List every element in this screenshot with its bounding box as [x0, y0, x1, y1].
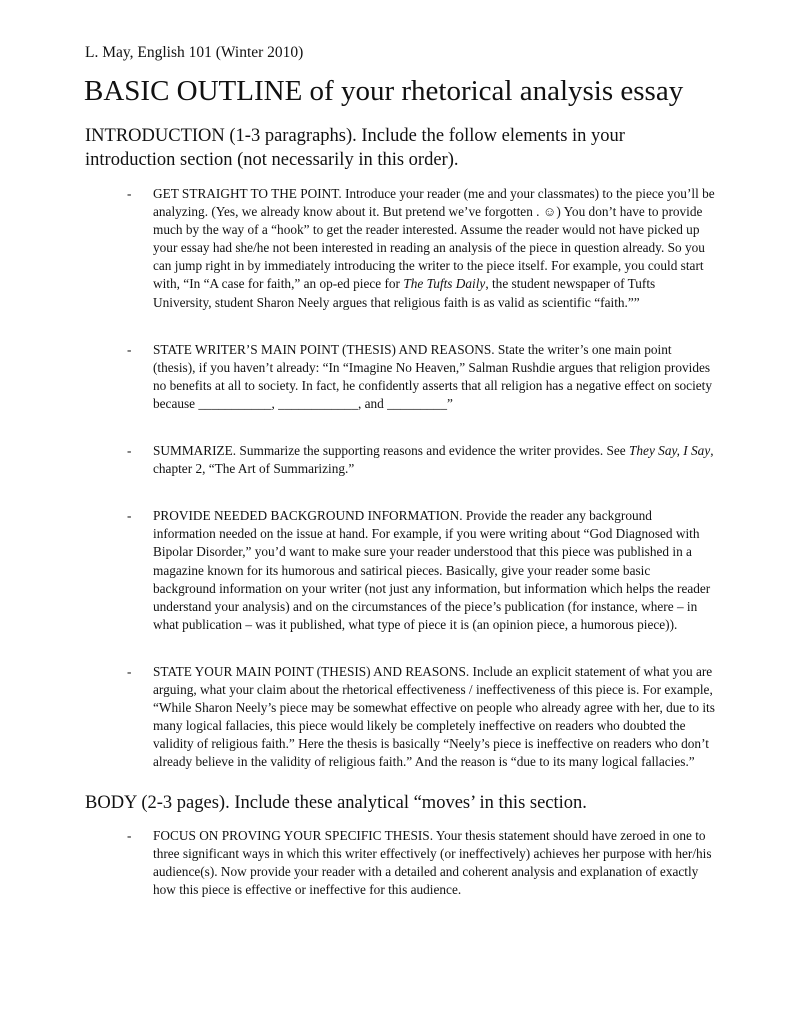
list-item-text: GET STRAIGHT TO THE POINT. Introduce your reader (me and your classmates) to the piece you’ll be analyzing. (Yes, we already know about it. But pretend we’ve forgotten . ☺) You don’t have to provide much by the way of a “hook” to get the reader interested. Assume the reader would not have picked up your essay had she/he not been interested in reading an analysis of the piece in question already. So you can jump right in by immediately introducing the writer to the piece itself. For example, you could start with, “In “A case for faith,” an op-ed piece for The Tufts Daily, the student newspaper of Tufts University, student Sharon Neely argues that religious faith is as valid as scientific “faith.””	[153, 186, 715, 310]
list-item-text: SUMMARIZE. Summarize the supporting reasons and evidence the writer provides. See They Say, I Say, chapter 2, “The Art of Summarizing.”	[153, 443, 714, 477]
list-item-text: STATE YOUR MAIN POINT (THESIS) AND REASONS. Include an explicit statement of what you are arguing, what your claim about the rhetorical effectiveness / ineffectiveness of this piece is. For example, “While Sharon Neely’s piece may be somewhat effective on people who already agree with her, due to its many logical fallacies, this piece would likely be completely ineffective on readers who doubted the validity of religious faith.” Here the thesis is basically “Neely’s piece is ineffective on readers who don’t already believe in the validity of religious faith.” And the reason is “due to its many logical fallacies.”	[153, 663, 715, 770]
list-item-writer-main-point	[85, 341, 715, 413]
document-title: BASIC OUTLINE of your rhetorical analysis essay	[84, 75, 684, 107]
list-item-get-to-point	[85, 185, 715, 312]
introduction-heading: INTRODUCTION (1-3 paragraphs). Include the follow elements in your introduction section (not necessarily in this order).	[85, 126, 625, 170]
list-item-summarize	[85, 442, 715, 478]
bullet-dash: -	[127, 508, 132, 524]
body-heading: BODY (2-3 pages). Include these analytical “moves’ in this section.	[85, 793, 587, 813]
bullet-dash: -	[127, 828, 132, 843]
body-list	[85, 827, 715, 928]
list-item-text: FOCUS ON PROVING YOUR SPECIFIC THESIS. Your thesis statement should have zeroed in one to three significant ways in which this writer effectively (or ineffectively) achieves her purpose with her/his audience(s). Now provide your reader with a detailed and coherent analysis and explanation of exactly how this piece is effective or ineffective for this audience.	[153, 828, 712, 898]
list-item-focus-thesis	[85, 827, 715, 899]
bullet-dash: -	[127, 663, 132, 679]
book-title: They Say, I Say	[629, 443, 711, 459]
list-item-background-info	[85, 507, 715, 634]
course-header: L. May, English 101 (Winter 2010)	[85, 44, 304, 61]
list-item-text: STATE WRITER’S MAIN POINT (THESIS) AND REASONS. State the writer’s one main point (thesis), if you haven’t already: “In “Imagine No Heaven,” Salman Rushdie argues that religion provides no benefits at all to society. In fact, he confidently asserts that all religion has a negative effect on society because ___________, ____________, and _________”	[153, 341, 713, 411]
list-item-text: PROVIDE NEEDED BACKGROUND INFORMATION. Provide the reader any background information needed on the issue at hand. For example, if you were writing about “God Diagnosed with Bipolar Disorder,” you’d want to make sure your reader understood that this piece was published in a magazine known for its humorous and satirical pieces. Basically, give your reader some basic background information on your writer (not just any information, but information which helps the reader understand your analysis) and on the circumstances of the piece’s publication (for instance, where – in what publication – was it published, what type of piece it is (an opinion piece, a humorous piece)).	[153, 508, 711, 632]
list-item-your-main-point	[85, 663, 715, 772]
publication-title: The Tufts Daily	[403, 276, 486, 292]
introduction-list	[85, 185, 715, 800]
bullet-dash: -	[127, 186, 132, 201]
bullet-dash: -	[127, 443, 132, 459]
bullet-dash: -	[127, 341, 132, 357]
